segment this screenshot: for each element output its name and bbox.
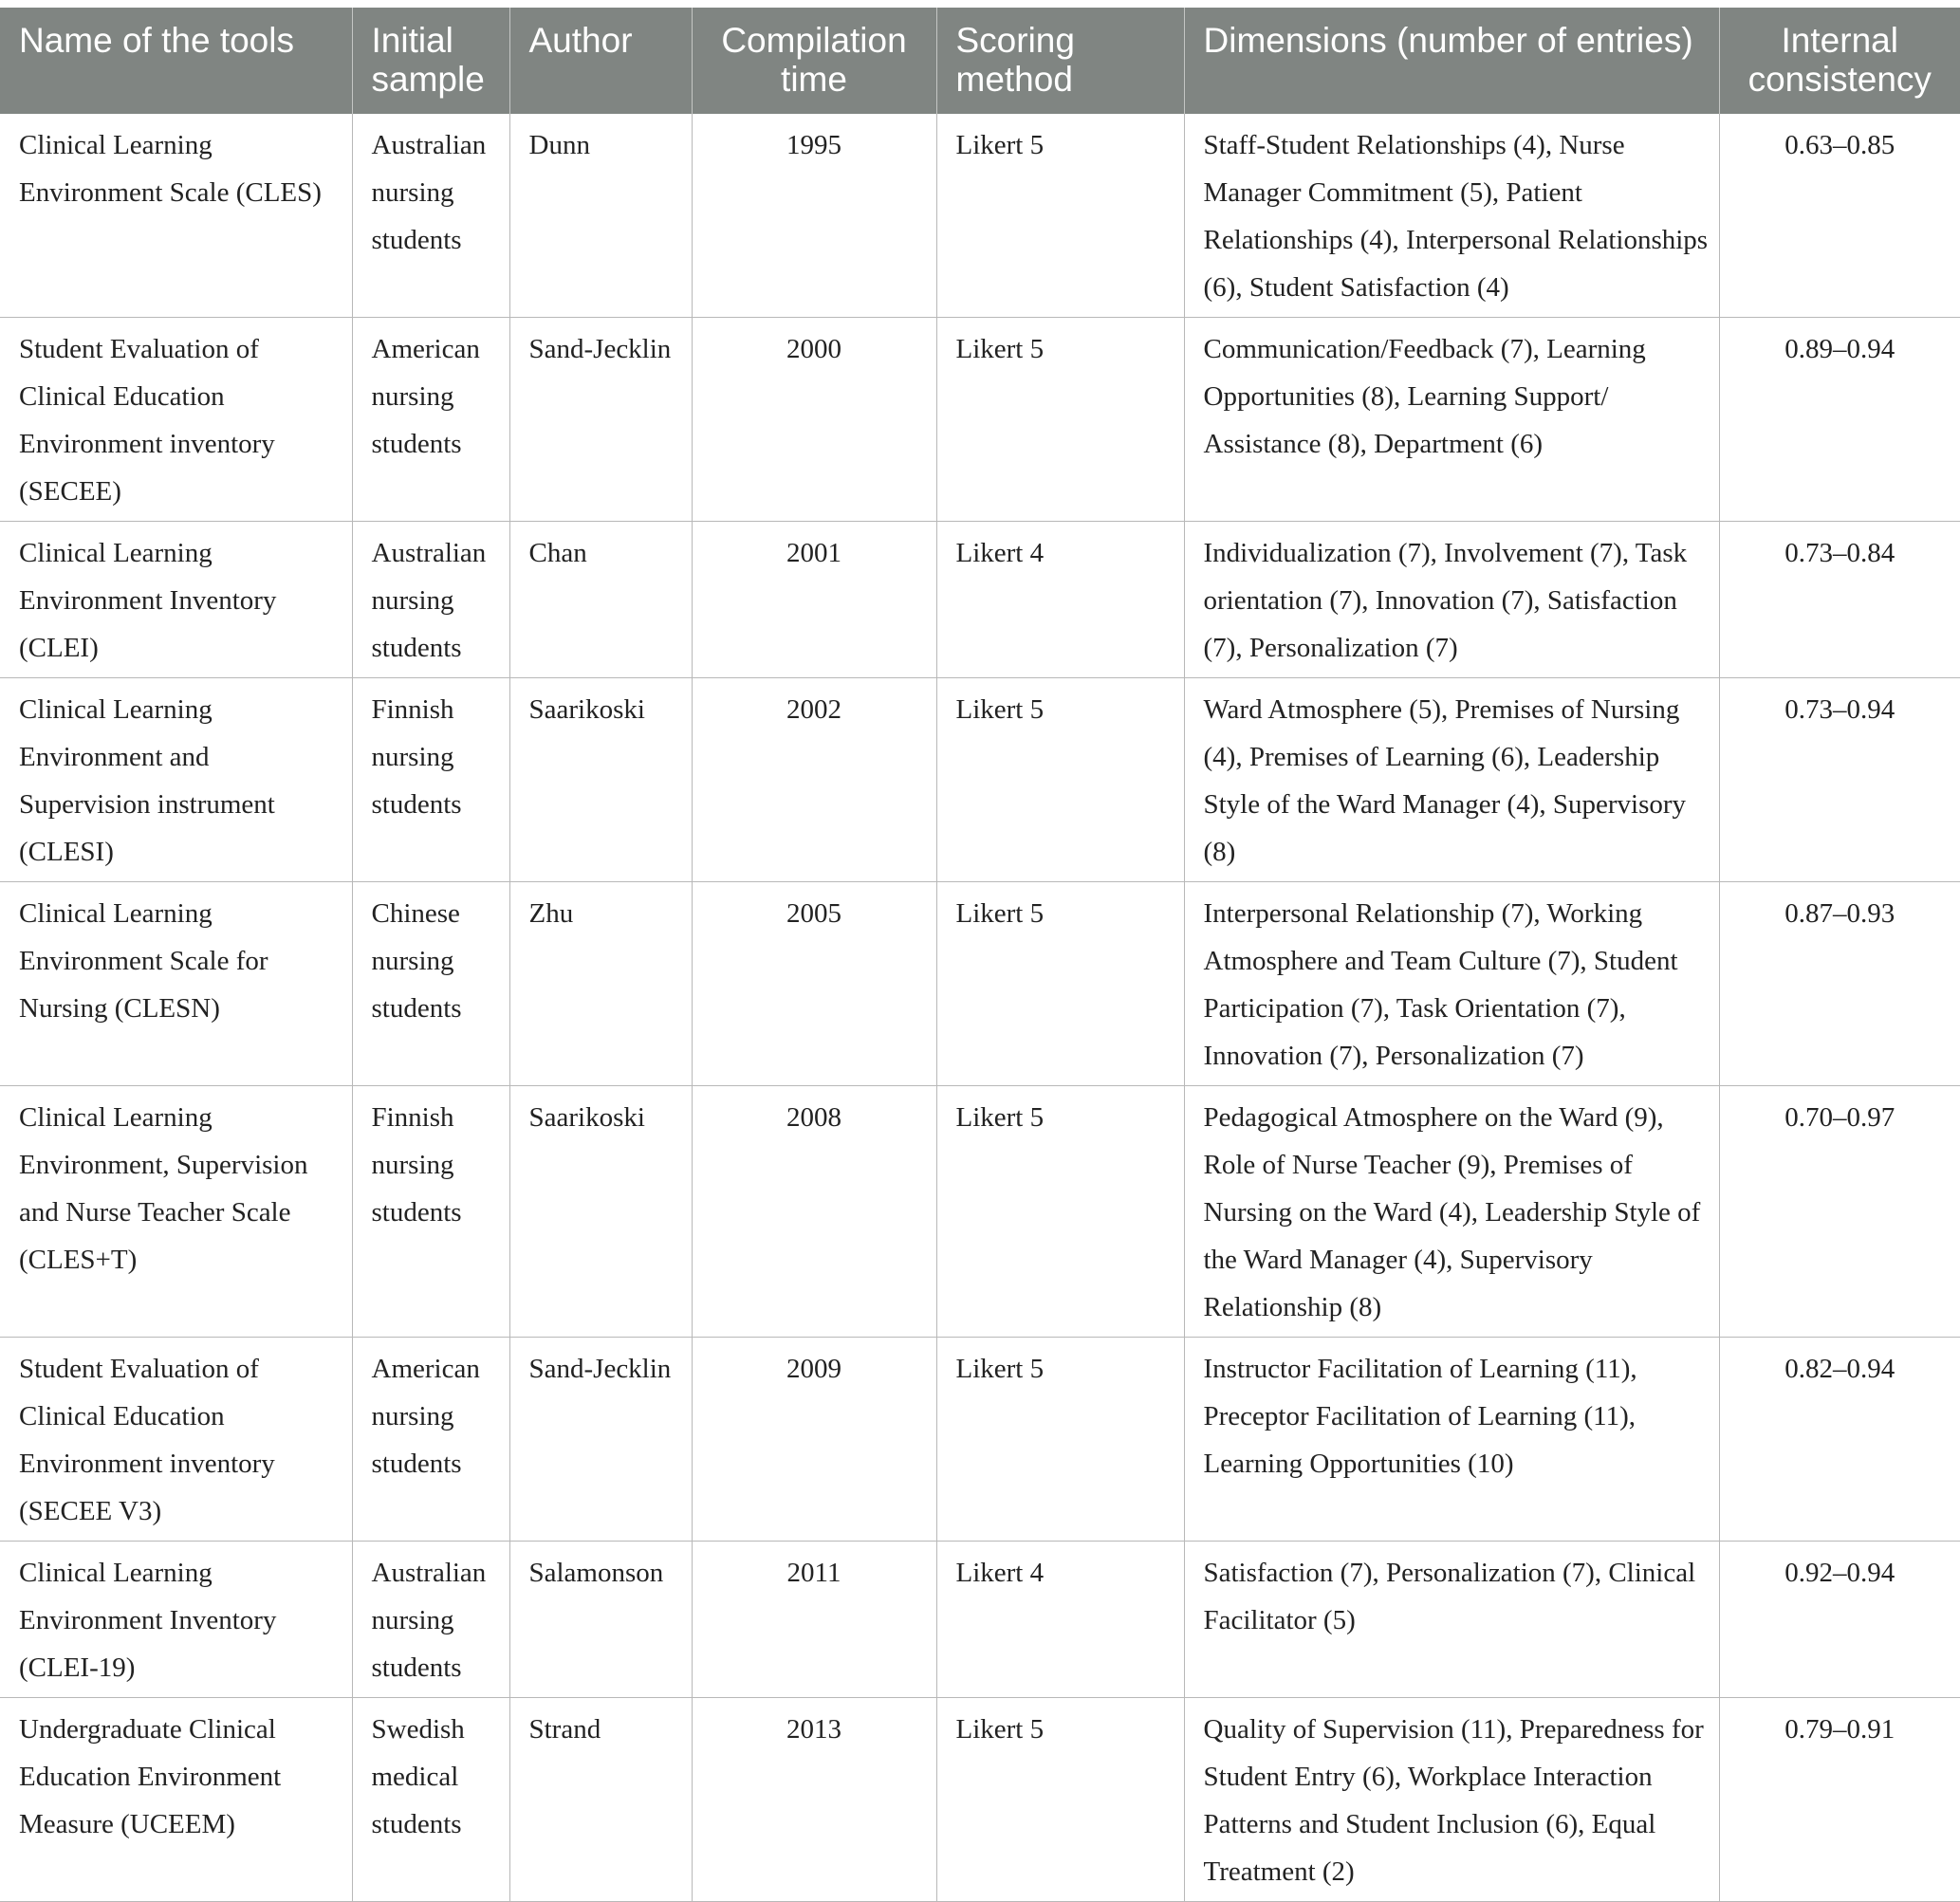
cell-dimensions: Communication/Feedback (7), Learning Opportunities (8), Learning Support/ Assistance (8), Department (6): [1184, 318, 1719, 522]
cell-sample: Australian nursing students: [352, 1542, 509, 1698]
header-scoring: Scoring method: [936, 8, 1184, 114]
cell-author: Salamonson: [509, 1542, 692, 1698]
table-row: [0, 678, 1960, 882]
header-consistency: Internal consistency: [1719, 8, 1960, 114]
cell-name: Clinical Learning Environment and Supervision instrument (CLESI): [0, 678, 352, 882]
table-row: [0, 882, 1960, 1086]
cell-consistency: 0.73–0.94: [1719, 678, 1960, 882]
cell-consistency: 0.82–0.94: [1719, 1338, 1960, 1542]
cell-time: 2013: [692, 1698, 936, 1902]
cell-author: Zhu: [509, 882, 692, 1086]
table-row: [0, 1542, 1960, 1698]
cell-time: 1995: [692, 114, 936, 318]
cell-time: 2011: [692, 1542, 936, 1698]
cell-name: Student Evaluation of Clinical Education Environment inventory (SECEE): [0, 318, 352, 522]
cell-time: 2001: [692, 522, 936, 678]
cell-dimensions: Quality of Supervision (11), Preparedness for Student Entry (6), Workplace Interaction Patterns and Student Inclusion (6), Equal Treatment (2): [1184, 1698, 1719, 1902]
header-row: [0, 8, 1960, 114]
table-row: [0, 1338, 1960, 1542]
table-row: [0, 1086, 1960, 1338]
cell-author: Sand-Jecklin: [509, 318, 692, 522]
cell-sample: Chinese nursing students: [352, 882, 509, 1086]
cell-dimensions: Instructor Facilitation of Learning (11), Preceptor Facilitation of Learning (11), Learning Opportunities (10): [1184, 1338, 1719, 1542]
cell-time: 2009: [692, 1338, 936, 1542]
cell-scoring: Likert 5: [936, 678, 1184, 882]
cell-author: Strand: [509, 1698, 692, 1902]
cell-dimensions: Individualization (7), Involvement (7), Task orientation (7), Innovation (7), Satisfaction (7), Personalization (7): [1184, 522, 1719, 678]
cell-scoring: Likert 5: [936, 1698, 1184, 1902]
cell-name: Clinical Learning Environment, Supervision and Nurse Teacher Scale (CLES+T): [0, 1086, 352, 1338]
cell-sample: Finnish nursing students: [352, 1086, 509, 1338]
cell-consistency: 0.70–0.97: [1719, 1086, 1960, 1338]
cell-scoring: Likert 4: [936, 1542, 1184, 1698]
header-author: Author: [509, 8, 692, 114]
table-row: [0, 114, 1960, 318]
cell-consistency: 0.87–0.93: [1719, 882, 1960, 1086]
header-time: Compilation time: [692, 8, 936, 114]
cell-consistency: 0.89–0.94: [1719, 318, 1960, 522]
cell-time: 2008: [692, 1086, 936, 1338]
cell-scoring: Likert 5: [936, 114, 1184, 318]
tools-table: [0, 8, 1960, 1902]
cell-sample: Australian nursing students: [352, 522, 509, 678]
cell-consistency: 0.73–0.84: [1719, 522, 1960, 678]
cell-name: Clinical Learning Environment Inventory (CLEI-19): [0, 1542, 352, 1698]
cell-time: 2002: [692, 678, 936, 882]
cell-dimensions: Interpersonal Relationship (7), Working Atmosphere and Team Culture (7), Student Participation (7), Task Orientation (7), Innovation (7), Personalization (7): [1184, 882, 1719, 1086]
header-sample: Initial sample: [352, 8, 509, 114]
cell-name: Undergraduate Clinical Education Environment Measure (UCEEM): [0, 1698, 352, 1902]
cell-scoring: Likert 5: [936, 882, 1184, 1086]
cell-time: 2005: [692, 882, 936, 1086]
cell-dimensions: Ward Atmosphere (5), Premises of Nursing (4), Premises of Learning (6), Leadership Style of the Ward Manager (4), Supervisory (8): [1184, 678, 1719, 882]
cell-dimensions: Staff-Student Relationships (4), Nurse Manager Commitment (5), Patient Relationships (4), Interpersonal Relationships (6), Student Satisfaction (4): [1184, 114, 1719, 318]
cell-sample: American nursing students: [352, 318, 509, 522]
cell-sample: Finnish nursing students: [352, 678, 509, 882]
cell-consistency: 0.92–0.94: [1719, 1542, 1960, 1698]
cell-scoring: Likert 4: [936, 522, 1184, 678]
cell-sample: Swedish medical students: [352, 1698, 509, 1902]
cell-name: Student Evaluation of Clinical Education Environment inventory (SECEE V3): [0, 1338, 352, 1542]
cell-sample: Australian nursing students: [352, 114, 509, 318]
cell-name: Clinical Learning Environment Inventory (CLEI): [0, 522, 352, 678]
cell-name: Clinical Learning Environment Scale (CLES): [0, 114, 352, 318]
table-row: [0, 1698, 1960, 1902]
cell-dimensions: Satisfaction (7), Personalization (7), Clinical Facilitator (5): [1184, 1542, 1719, 1698]
cell-name: Clinical Learning Environment Scale for Nursing (CLESN): [0, 882, 352, 1086]
cell-scoring: Likert 5: [936, 1338, 1184, 1542]
table-row: [0, 318, 1960, 522]
cell-scoring: Likert 5: [936, 1086, 1184, 1338]
cell-author: Saarikoski: [509, 678, 692, 882]
cell-author: Dunn: [509, 114, 692, 318]
cell-consistency: 0.63–0.85: [1719, 114, 1960, 318]
header-name: Name of the tools: [0, 8, 352, 114]
cell-sample: American nursing students: [352, 1338, 509, 1542]
cell-author: Chan: [509, 522, 692, 678]
header-dimensions: Dimensions (number of entries): [1184, 8, 1719, 114]
cell-author: Saarikoski: [509, 1086, 692, 1338]
cell-time: 2000: [692, 318, 936, 522]
table-row: [0, 522, 1960, 678]
cell-dimensions: Pedagogical Atmosphere on the Ward (9), Role of Nurse Teacher (9), Premises of Nursing on the Ward (4), Leadership Style of the Ward Manager (4), Supervisory Relationship (8): [1184, 1086, 1719, 1338]
cell-scoring: Likert 5: [936, 318, 1184, 522]
cell-consistency: 0.79–0.91: [1719, 1698, 1960, 1902]
cell-author: Sand-Jecklin: [509, 1338, 692, 1542]
